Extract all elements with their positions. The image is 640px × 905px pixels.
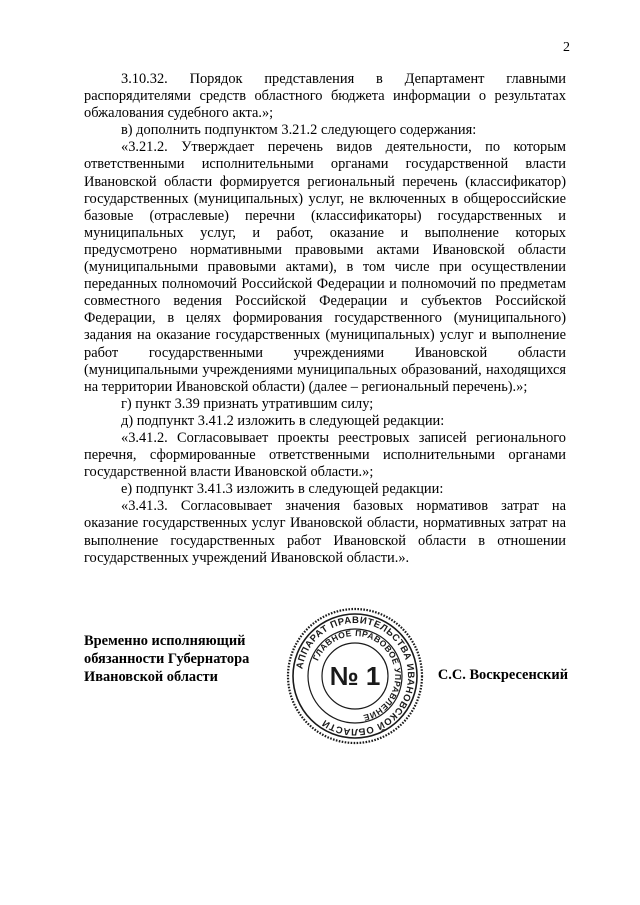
official-stamp	[285, 606, 425, 746]
stamp-inner-text-path: ГЛАВНОЕ ПРАВОВОЕ УПРАВЛЕНИЕ	[310, 627, 404, 724]
signatory-position	[84, 632, 249, 686]
page-number: 2	[563, 40, 570, 55]
signatory-position-line: Временно исполняющий	[84, 633, 246, 649]
paragraph-3-41-2: «3.41.2. Согласовывает проекты реестровых записей регионального перечня, сформированные ответственными исполнительными органами государственной власти Ивановской области.»;	[84, 429, 566, 481]
paragraph-3-41-3: «3.41.3. Согласовывает значения базовых нормативов затрат на оказание государственных услуг Ивановской области, нормативных затрат на выполнение государственных работ Ивановской области в отношении государственных учреждений Ивановской области.».	[84, 498, 566, 566]
signatory-position-line: Ивановской области	[84, 669, 218, 685]
signatory-position-line: обязанности Губернатора	[84, 651, 250, 667]
paragraph-item-g: г) пункт 3.39 признать утратившим силу;	[121, 395, 374, 412]
stamp-outer-text-path: АППАРАТ ПРАВИТЕЛЬСТВА ИВАНОВСКОЙ ОБЛАСТИ	[294, 614, 417, 738]
stamp-number: № 1	[329, 661, 381, 691]
paragraph-3-10-32: 3.10.32. Порядок представления в Департамент главными распорядителями средств областного бюджета информации о результатах обжалования судебного акта.»;	[84, 71, 566, 122]
signatory-name: С.С. Воскресенский	[437, 667, 568, 683]
paragraph-3-21-2: «3.21.2. Утверждает перечень видов деятельности, по которым ответственными исполнительными органами государственной власти Ивановской области формируется региональный перечень (классификатор) государственных (муниципальных) услуг, не включенных в общероссийские базовые (отраслевые) перечни (классификаторы) государственных и муниципальных услуг, и работ, оказание и выполнение которых предусмотрено нормативными правовыми актами Ивановской области (муниципальными правовыми актами), в том числе при осуществлении переданных полномочий Российской Федерации и полномочий по предметам совместного ведения Российской Федерации и субъектов Российской Федерации, в целях формирования государственного (муниципального) задания на оказание государственных (муниципальных) услуг и выполнение работ государственными учреждениями Ивановской области (муниципальными учреждениями муниципальных образований, находящихся на территории Ивановской области) (далее – региональный перечень).»;	[84, 139, 566, 395]
paragraph-item-d: д) подпункт 3.41.2 изложить в следующей редакции:	[121, 412, 445, 429]
paragraph-item-e: е) подпункт 3.41.3 изложить в следующей редакции:	[121, 481, 444, 498]
paragraph-item-v: в) дополнить подпунктом 3.21.2 следующего содержания:	[121, 122, 477, 139]
document-body	[84, 71, 566, 567]
